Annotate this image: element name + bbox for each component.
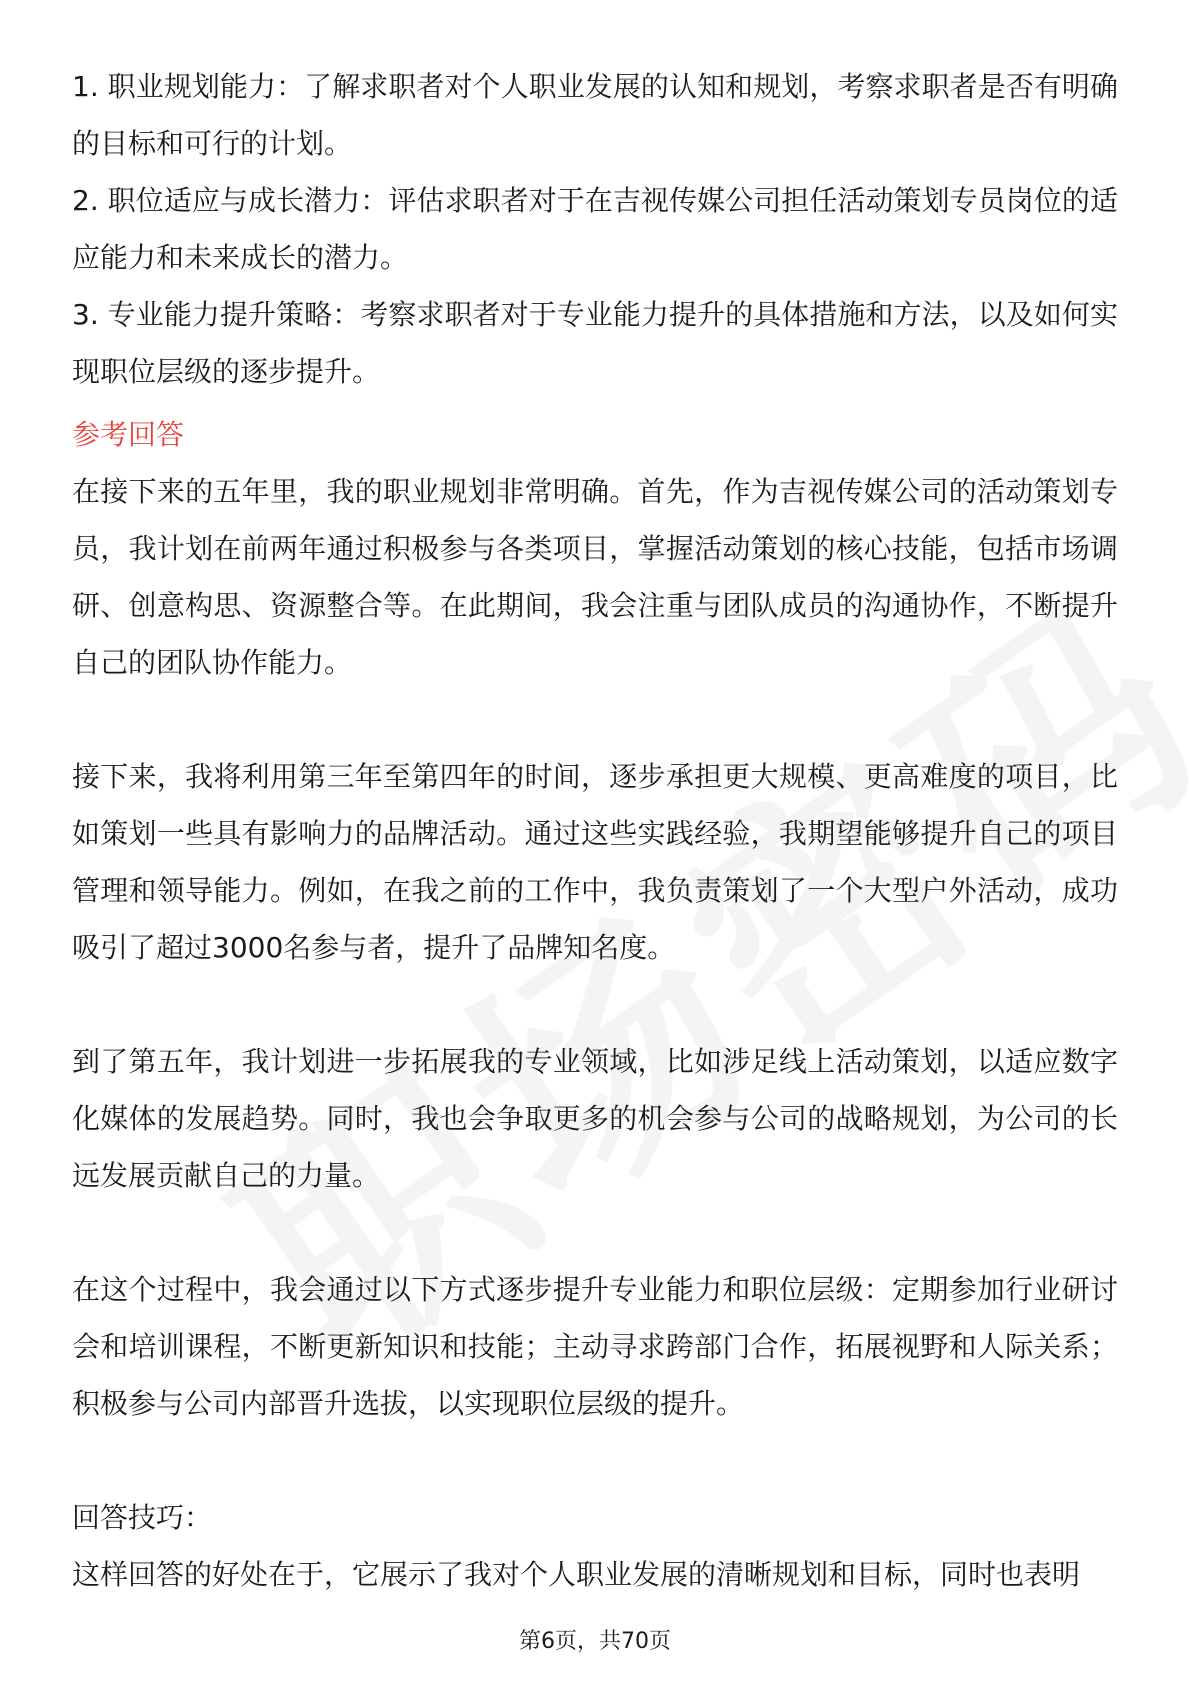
paragraph-gap — [72, 976, 1118, 1033]
point-3: 3. 专业能力提升策略：考察求职者对于专业能力提升的具体措施和方法，以及如何实现职位层级的逐步提升。 — [72, 298, 1118, 388]
paragraph-gap — [72, 1432, 1118, 1489]
document-body — [72, 58, 1118, 1603]
answer-paragraph-4: 在这个过程中，我会通过以下方式逐步提升专业能力和职位层级：定期参加行业研讨会和培训课程，不断更新知识和技能；主动寻求跨部门合作，拓展视野和人际关系；积极参与公司内部晋升选拔，以实现职位层级的提升。 — [72, 1273, 1118, 1420]
answer-paragraph-1: 在接下来的五年里，我的职业规划非常明确。首先，作为吉视传媒公司的活动策划专员，我计划在前两年通过积极参与各类项目，掌握活动策划的核心技能，包括市场调研、创意构思、资源整合等。在此期间，我会注重与团队成员的沟通协作，不断提升自己的团队协作能力。 — [72, 475, 1118, 679]
reference-answer-heading: 参考回答 — [72, 418, 185, 451]
paragraph-gap — [72, 691, 1118, 748]
tips-heading: 回答技巧： — [72, 1501, 213, 1534]
answer-paragraph-3: 到了第五年，我计划进一步拓展我的专业领域，比如涉足线上活动策划，以适应数字化媒体的发展趋势。同时，我也会争取更多的机会参与公司的战略规划，为公司的长远发展贡献自己的力量。 — [72, 1045, 1118, 1192]
page-number: 第6页，共70页 — [519, 1629, 671, 1654]
tips-text: 这样回答的好处在于，它展示了我对个人职业发展的清晰规划和目标，同时也表明 — [72, 1558, 1081, 1591]
point-1: 1. 职业规划能力：了解求职者对个人职业发展的认知和规划，考察求职者是否有明确的目标和可行的计划。 — [72, 70, 1118, 160]
paragraph-gap — [72, 1204, 1118, 1261]
answer-paragraph-2: 接下来，我将利用第三年至第四年的时间，逐步承担更大规模、更高难度的项目，比如策划一些具有影响力的品牌活动。通过这些实践经验，我期望能够提升自己的项目管理和领导能力。例如，在我之前的工作中，我负责策划了一个大型户外活动，成功吸引了超过3000名参与者，提升了品牌知名度。 — [72, 760, 1118, 964]
point-2: 2. 职位适应与成长潜力：评估求职者对于在吉视传媒公司担任活动策划专员岗位的适应能力和未来成长的潜力。 — [72, 184, 1118, 274]
